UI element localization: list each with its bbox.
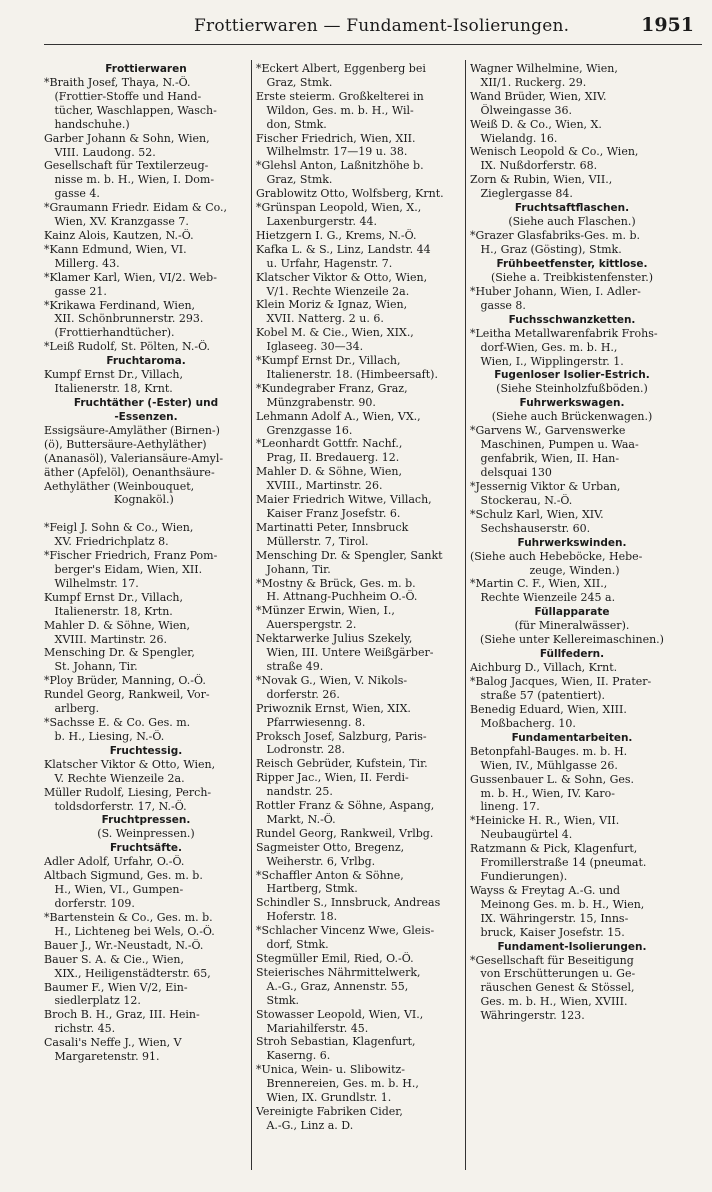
entry-line: straße 57 (patentiert). (470, 689, 606, 703)
entry-line: Ges. m. b. H., Wien, XVIII. (470, 995, 628, 1009)
entry-line: Neubaugürtel 4. (470, 828, 573, 842)
entry-line: *Kundegraber Franz, Graz, (256, 381, 408, 395)
entry-line: XIX., Heiligenstädterstr. 65, (44, 966, 211, 980)
entry-line: Stmk. (256, 993, 300, 1007)
entry-line: VIII. Laudong. 52. (44, 145, 156, 159)
entry-line: *Eckert Albert, Eggenberg bei (256, 62, 426, 75)
column-2 (256, 62, 462, 1133)
entry-line: nisse m. b. H., Wien, I. Dom- (44, 173, 215, 187)
entry-line: Maier Friedrich Witwe, Villach, (256, 493, 432, 507)
page-header (44, 14, 702, 40)
entry-line: *Feigl J. Sohn & Co., Wien, (44, 521, 194, 535)
cross-reference: (S. Weinpressen.) (97, 827, 195, 841)
page-title: Frottierwaren — Fundament-Isolierungen. (194, 16, 570, 36)
entry-line: A.-G., Linz a. D. (256, 1118, 354, 1132)
entry-line: *Grazer Glasfabriks-Ges. m. b. (470, 229, 641, 243)
entry-line: Grablowitz Otto, Wolfsberg, Krnt. (256, 187, 444, 201)
entry-line: (Frottierhandtücher). (44, 326, 175, 340)
entry-line: Moßbacherg. 10. (470, 716, 576, 730)
entry-line: H., Lichteneg bei Wels, O.-Ö. (44, 924, 215, 938)
entry-line: dorferstr. 26. (256, 687, 340, 701)
entry-line: Lodronstr. 28. (256, 743, 346, 757)
entry-line: Graz, Stmk. (256, 75, 333, 89)
entry-line: Benedig Eduard, Wien, XIII. (470, 703, 627, 716)
entry-line: Fromillerstraße 14 (pneumat. (470, 856, 647, 870)
entry-line: räuschen Genest & Stössel, (470, 981, 635, 995)
entry-line: delsquai 130 (470, 466, 552, 480)
entry-line: Betonpfahl-Bauges. m. b. H. (470, 744, 628, 758)
entry-line: (Frottier-Stoffe und Hand- (44, 89, 202, 103)
entry-line: äther (Apfelöl), Oenanthsäure- (44, 465, 215, 479)
entry-line: Reisch Gebrüder, Kufstein, Tir. (256, 757, 428, 771)
entry-line: Zieglergasse 84. (470, 187, 573, 201)
entry-line: u. Urfahr, Hagenstr. 7. (256, 256, 393, 270)
entry-line: Gussenbauer L. & Sohn, Ges. (470, 772, 635, 786)
entry-line: Fundierungen). (470, 869, 568, 883)
entry-line: Bauer S. A. & Cie., Wien, (44, 952, 185, 966)
entry-line: *Klamer Karl, Wien, VI/2. Web- (44, 270, 217, 284)
section-heading: Fuhrwerkswinden. (517, 536, 627, 549)
entry-line: Italienerstr. 18. (Himbeersaft). (256, 367, 438, 381)
entry-line: genfabrik, Wien, II. Han- (470, 452, 620, 466)
entry-line: IX. Währingerstr. 15, Inns- (470, 911, 629, 925)
entry-line: Klatscher Viktor & Otto, Wien, (256, 270, 428, 284)
section-heading: Fruchtsäfte. (110, 842, 182, 855)
entry-line: Grenzgasse 16. (256, 423, 353, 437)
entry-line: XVII. Natterg. 2 u. 6. (256, 312, 384, 326)
entry-line: Klatscher Viktor & Otto, Wien, (44, 757, 216, 771)
entry-line: Proksch Josef, Salzburg, Paris- (256, 729, 427, 743)
entry-line: Martinatti Peter, Innsbruck (256, 520, 409, 534)
entry-line: Weiß D. & Co., Wien, X. (470, 117, 602, 131)
entry-line: *Gesellschaft für Beseitigung (470, 953, 634, 967)
entry-line: Weiherstr. 6, Vrlbg. (256, 854, 376, 868)
entry-line: *Ploy Brüder, Manning, O.-Ö. (44, 674, 206, 688)
entry-line: A.-G., Graz, Annenstr. 55, (256, 979, 409, 993)
entry-line: Ripper Jac., Wien, II. Ferdi- (256, 771, 409, 785)
entry-line: Hoferstr. 18. (256, 910, 338, 924)
entry-line: (ö), Buttersäure-Aethyläther) (44, 437, 207, 451)
entry-line: *Grünspan Leopold, Wien, X., (256, 201, 422, 215)
entry-line: *Heinicke H. R., Wien, VII. (470, 814, 620, 828)
entry-line: zeuge, Winden.) (470, 563, 620, 577)
cross-reference: (Siehe Steinholzfußböden.) (496, 382, 648, 396)
entry-line: tücher, Waschlappen, Wasch- (44, 103, 217, 117)
entry-line: Italienerstr. 18, Krnt. (44, 382, 173, 396)
entry-line: Ratzmann & Pick, Klagenfurt, (470, 842, 638, 856)
entry-line: *Leiß Rudolf, St. Pölten, N.-Ö. (44, 340, 210, 354)
entry-line: Wagner Wilhelmine, Wien, (470, 62, 618, 75)
entry-line: handschuhe.) (44, 117, 130, 131)
entry-line: gasse 21. (44, 284, 107, 298)
entry-line: Bauer J., Wr.-Neustadt, N.-Ö. (44, 938, 204, 952)
entry-line: Kafka L. & S., Linz, Landstr. 44 (256, 242, 431, 256)
cross-reference: (Siehe unter Kellereimaschinen.) (480, 633, 664, 647)
entry-line (44, 507, 248, 521)
entry-line: Rechte Wienzeile 245 a. (470, 591, 616, 605)
entry-line: Baumer F., Wien V/2, Ein- (44, 980, 188, 994)
entry-line: Müllerstr. 7, Tirol. (256, 534, 369, 548)
entry-line: *Leitha Metallwarenfabrik Frohs- (470, 326, 658, 340)
header-rule (44, 44, 702, 45)
entry-line: Johann, Tir. (256, 562, 331, 576)
entry-line: (Siehe auch Hebeböcke, Hebe- (470, 549, 643, 563)
entry-line: Stowasser Leopold, Wien, VI., (256, 1007, 424, 1021)
section-heading: Füllfedern. (539, 648, 605, 661)
entry-line: Prag, II. Bredauerg. 12. (256, 451, 400, 465)
entry-line: Altbach Sigmund, Ges. m. b. (44, 869, 203, 883)
entry-line: Mahler D. & Söhne, Wien, (256, 465, 402, 479)
section-heading: Fuchsschwanzketten. (508, 313, 636, 326)
entry-line: Sechshauserstr. 60. (470, 521, 591, 535)
entry-line: *Krikawa Ferdinand, Wien, (44, 298, 196, 312)
entry-line: Wien, IX. Grundlstr. 1. (256, 1091, 392, 1105)
entry-line: Casali's Neffe J., Wien, V (44, 1036, 182, 1050)
entry-line: V/1. Rechte Wienzeile 2a. (256, 284, 410, 298)
page-number: 1951 (641, 14, 694, 36)
entry-line: H., Graz (Gösting), Stmk. (470, 242, 622, 256)
entry-line: *Unica, Wein- u. Slibowitz- (256, 1063, 405, 1077)
entry-line: gasse 8. (470, 298, 526, 312)
entry-line: Italienerstr. 18, Krtn. (44, 604, 173, 618)
entry-line: arlberg. (44, 702, 100, 716)
entry-line: Klein Moriz & Ignaz, Wien, (256, 298, 408, 312)
entry-line: *Graumann Friedr. Eidam & Co., (44, 201, 228, 215)
entry-line: *Jessernig Viktor & Urban, (470, 480, 621, 494)
entry-line: *Münzer Erwin, Wien, I., (256, 604, 395, 618)
section-heading: Fruchtäther (-Ester) und (73, 396, 219, 409)
entry-line: Ölweingasse 36. (470, 103, 572, 117)
entry-line: Münzgrabenstr. 90. (256, 395, 376, 409)
entry-line: *Glehsl Anton, Laßnitzhöhe b. (256, 159, 424, 173)
entry-line: Auerspergstr. 2. (256, 618, 357, 632)
entry-line: Kaserng. 6. (256, 1049, 331, 1063)
entry-line: Wayss & Freytag A.-G. und (470, 883, 621, 897)
section-heading: Fuhrwerkswagen. (519, 397, 625, 410)
entry-line: Steierisches Nährmittelwerk, (256, 965, 421, 979)
entry-line: XV. Friedrichplatz 8. (44, 535, 169, 549)
entry-line: Millerg. 43. (44, 256, 120, 270)
entry-line: gasse 4. (44, 187, 100, 201)
section-heading: Füllapparate (534, 606, 610, 619)
entry-line: Erste steierm. Großkelterei in (256, 89, 424, 103)
entry-line: Stegmüller Emil, Ried, O.-Ö. (256, 952, 414, 965)
section-heading: Fugenloser Isolier-Estrich. (494, 369, 650, 382)
entry-line: Aethyläther (Weinbouquet, (44, 479, 195, 493)
entry-line: Wenisch Leopold & Co., Wien, (470, 145, 639, 159)
entry-line: siedlerplatz 12. (44, 994, 141, 1008)
entry-line: m. b. H., Wien, IV. Karo- (470, 786, 615, 800)
entry-line: Priwoznik Ernst, Wien, XIX. (256, 701, 411, 715)
entry-line: Rottler Franz & Söhne, Aspang, (256, 799, 435, 813)
entry-line: Zorn & Rubin, Wien, VII., (470, 173, 613, 187)
entry-line: Wilhelmstr. 17. (44, 576, 139, 590)
entry-line: Mariahilferstr. 45. (256, 1021, 369, 1035)
entry-line: nandstr. 25. (256, 785, 333, 799)
entry-line: Adler Adolf, Urfahr, O.-Ö. (44, 855, 185, 869)
entry-line: dorf, Stmk. (256, 938, 329, 952)
entry-line: Stockerau, N.-Ö. (470, 493, 573, 507)
entry-line: richstr. 45. (44, 1022, 116, 1036)
entry-line: *Schaffler Anton & Söhne, (256, 868, 404, 882)
entry-line: Markt, N.-Ö. (256, 812, 336, 826)
entry-line: *Balog Jacques, Wien, II. Prater- (470, 675, 652, 689)
entry-line: Stroh Sebastian, Klagenfurt, (256, 1035, 416, 1049)
entry-line: Müller Rudolf, Liesing, Perch- (44, 785, 212, 799)
entry-line: XII. Schönbrunnerstr. 293. (44, 312, 204, 326)
column-divider-right (465, 60, 466, 1170)
entry-line: Graz, Stmk. (256, 173, 333, 187)
cross-reference: (Siehe auch Flaschen.) (508, 215, 636, 229)
entry-line: Maschinen, Pumpen u. Waa- (470, 438, 639, 452)
entry-line: V. Rechte Wienzeile 2a. (44, 771, 185, 785)
entry-line: Kobel M. & Cie., Wien, XIX., (256, 326, 414, 340)
entry-line: Wien, IV., Mühlgasse 26. (470, 758, 618, 772)
entry-line: straße 49. (256, 659, 324, 673)
column-3 (470, 62, 674, 1023)
entry-line: *Kann Edmund, Wien, VI. (44, 242, 187, 256)
entry-line: Wien, I., Wipplingerstr. 1. (470, 354, 624, 368)
entry-line: Rundel Georg, Rankweil, Vor- (44, 688, 210, 702)
entry-line: toldsdorferstr. 17, N.-Ö. (44, 799, 187, 813)
entry-line: (Ananasöl), Valeriansäure-Amyl- (44, 451, 224, 465)
entry-line: Nektarwerke Julius Szekely, (256, 632, 413, 646)
entry-line: H., Wien, VI., Gumpen- (44, 883, 184, 897)
entry-line: Wildon, Ges. m. b. H., Wil- (256, 103, 414, 117)
entry-line: Essigsäure-Amyläther (Birnen-) (44, 423, 220, 437)
entry-line: *Garvens W., Garvenswerke (470, 424, 626, 438)
section-heading: Frühbeetfenster, kittlose. (496, 257, 648, 270)
entry-line: St. Johann, Tir. (44, 660, 138, 674)
entry-line: Vereinigte Fabriken Cider, (256, 1104, 403, 1118)
entry-line: *Fischer Friedrich, Franz Pom- (44, 549, 218, 563)
entry-line: lineng. 17. (470, 800, 540, 814)
entry-line: Wand Brüder, Wien, XIV. (470, 89, 607, 103)
section-heading: Fruchtsaftflaschen. (514, 202, 630, 215)
entry-line: Margaretenstr. 91. (44, 1050, 160, 1064)
entry-line: *Mostny & Brück, Ges. m. b. (256, 576, 416, 590)
entry-line: Fischer Friedrich, Wien, XII. (256, 131, 416, 145)
entry-line: Mahler D. & Söhne, Wien, (44, 618, 190, 632)
entry-line: Garber Johann & Sohn, Wien, (44, 131, 210, 145)
entry-line: Rundel Georg, Rankweil, Vrlbg. (256, 826, 434, 840)
entry-line: Kumpf Ernst Dr., Villach, (44, 590, 183, 604)
section-heading: Frottierwaren (105, 63, 187, 75)
section-heading: -Essenzen. (114, 410, 178, 423)
entry-line: *Martin C. F., Wien, XII., (470, 577, 608, 591)
entry-line: *Braith Josef, Thaya, N.-Ö. (44, 76, 191, 89)
entry-line: Broch B. H., Graz, III. Hein- (44, 1008, 200, 1022)
entry-line: XVIII. Martinstr. 26. (44, 632, 167, 646)
entry-line: Währingerstr. 123. (470, 1009, 585, 1023)
entry-line: Hietzgern I. G., Krems, N.-Ö. (256, 228, 417, 242)
cross-reference: (Siehe a. Treibkistenfenster.) (490, 270, 654, 284)
entry-line: Sagmeister Otto, Bregenz, (256, 840, 405, 854)
section-heading: Fundament-Isolierungen. (497, 940, 647, 953)
cross-reference: (für Mineralwässer). (514, 619, 630, 633)
entry-line: Aichburg D., Villach, Krnt. (470, 661, 618, 675)
entry-line: *Sachsse E. & Co. Ges. m. (44, 715, 191, 729)
column-divider-left (251, 60, 252, 1170)
entry-line: Kaiser Franz Josefstr. 6. (256, 507, 401, 520)
column-1 (44, 62, 248, 1064)
entry-line: Wien, III. Untere Weißgärber- (256, 646, 434, 660)
entry-line: Wilhelmstr. 17—19 u. 38. (256, 145, 408, 159)
cross-reference: (Siehe auch Brückenwagen.) (491, 410, 653, 424)
entry-line: Lehmann Adolf A., Wien, VX., (256, 409, 421, 423)
entry-line: XII/1. Ruckerg. 29. (470, 75, 587, 89)
entry-line: bruck, Kaiser Josefstr. 15. (470, 925, 625, 939)
entry-line: Mensching Dr. & Spengler, (44, 646, 195, 660)
section-heading: Fruchtpressen. (101, 814, 191, 827)
entry-line: Brennereien, Ges. m. b. H., (256, 1077, 419, 1091)
entry-line: Kognaköl.) (44, 493, 174, 507)
entry-line: berger's Eidam, Wien, XII. (44, 563, 203, 576)
entry-line: XVIII., Martinstr. 26. (256, 479, 383, 493)
entry-line: *Leonhardt Gottfr. Nachf., (256, 437, 403, 451)
entry-line: dorferstr. 109. (44, 897, 135, 911)
entry-line: Mensching Dr. & Spengler, Sankt (256, 548, 443, 562)
entry-line: *Novak G., Wien, V. Nikols- (256, 673, 408, 687)
entry-line: *Bartenstein & Co., Ges. m. b. (44, 911, 213, 925)
entry-line: von Erschütterungen u. Ge- (470, 967, 636, 981)
section-heading: Fruchtaroma. (106, 355, 186, 368)
entry-line: Pfarrwiesenng. 8. (256, 715, 366, 729)
entry-line: *Schulz Karl, Wien, XIV. (470, 507, 604, 521)
section-heading: Fruchtessig. (109, 744, 183, 757)
entry-line: Iglaseeg. 30—34. (256, 340, 364, 354)
entry-line: Laxenburgerstr. 44. (256, 214, 377, 228)
entry-line: H. Attnang-Puchheim O.-Ö. (256, 590, 418, 604)
entry-line: Wielandg. 16. (470, 131, 558, 145)
entry-line: *Schlacher Vincenz Wwe, Gleis- (256, 924, 435, 938)
entry-line: *Kumpf Ernst Dr., Villach, (256, 354, 401, 368)
entry-line: Schindler S., Innsbruck, Andreas (256, 896, 441, 910)
entry-line: dorf-Wien, Ges. m. b. H., (470, 340, 618, 354)
entry-line: Kumpf Ernst Dr., Villach, (44, 368, 183, 382)
entry-line: Hartberg, Stmk. (256, 882, 358, 896)
entry-line: *Huber Johann, Wien, I. Adler- (470, 284, 641, 298)
entry-line: Kainz Alois, Kautzen, N.-Ö. (44, 228, 194, 242)
entry-line: Gesellschaft für Textilerzeug- (44, 159, 209, 173)
entry-line: don, Stmk. (256, 117, 327, 131)
entry-line: IX. Nußdorferstr. 68. (470, 159, 598, 173)
entry-line: Meinong Ges. m. b. H., Wien, (470, 897, 645, 911)
entry-line: b. H., Liesing, N.-Ö. (44, 729, 165, 743)
section-heading: Fundamentarbeiten. (511, 731, 633, 744)
entry-line: Wien, XV. Kranzgasse 7. (44, 215, 189, 229)
